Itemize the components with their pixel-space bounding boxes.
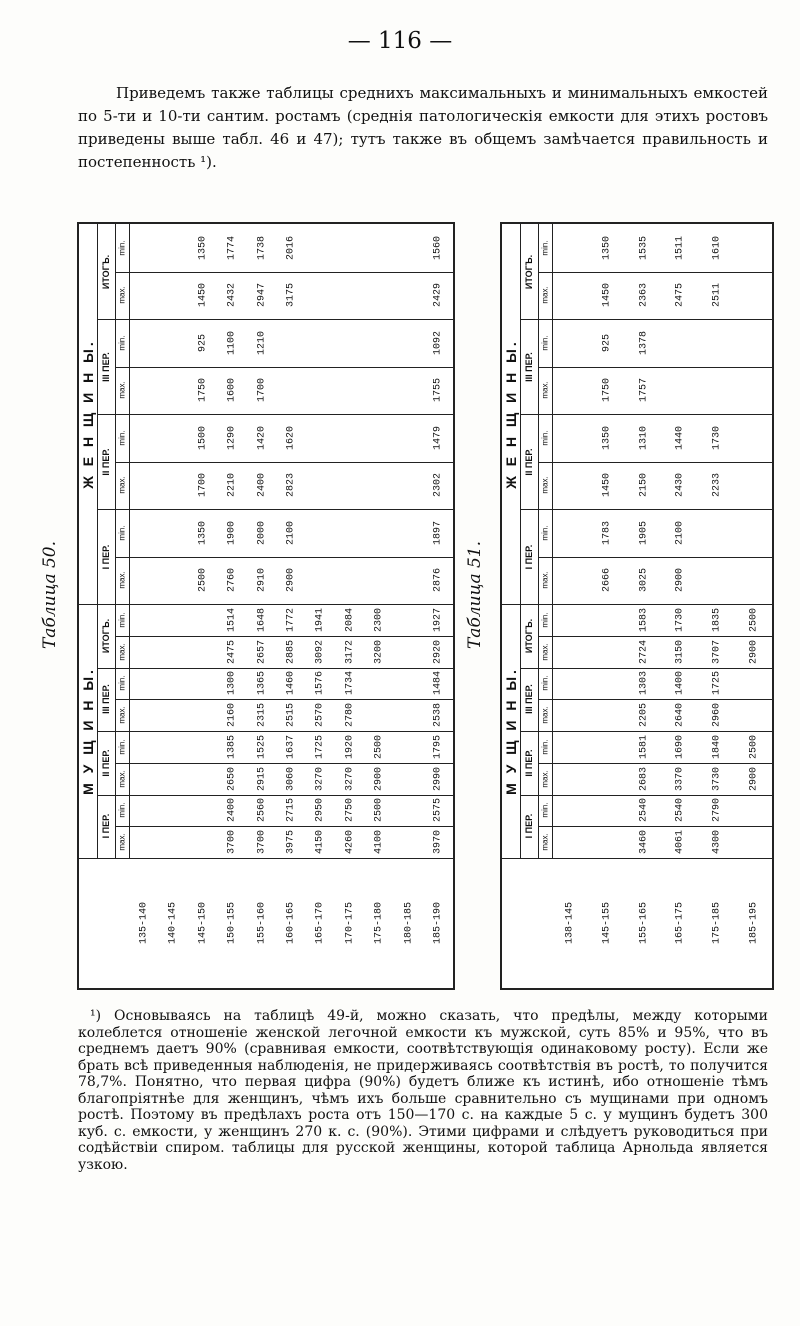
value-cell: 1750 xyxy=(197,378,209,403)
group-header-men: М У Щ И Н Ы. xyxy=(503,667,519,795)
value-cell: 1738 xyxy=(256,235,268,260)
value-cell: 1757 xyxy=(638,378,650,403)
rule xyxy=(502,858,772,859)
max-label: max. xyxy=(540,706,550,724)
value-cell: 2160 xyxy=(226,703,238,728)
value-cell: 1440 xyxy=(674,425,686,450)
value-cell: 2400 xyxy=(256,473,268,498)
value-cell: 2430 xyxy=(674,473,686,498)
value-cell: 1500 xyxy=(197,425,209,450)
value-cell: 2302 xyxy=(432,473,444,498)
value-cell: 1734 xyxy=(344,671,356,696)
intro-paragraph xyxy=(78,82,768,174)
value-cell: 2790 xyxy=(711,798,723,823)
value-cell: 2400 xyxy=(226,798,238,823)
value-cell: 1576 xyxy=(314,671,326,696)
rule xyxy=(538,699,772,700)
value-cell: 4061 xyxy=(674,830,686,855)
value-cell: 2666 xyxy=(601,568,613,593)
value-cell: 2500 xyxy=(373,734,385,759)
value-cell: 2650 xyxy=(226,766,238,791)
height-label: 185-190 xyxy=(432,901,444,945)
value-cell: 1941 xyxy=(314,607,326,632)
height-label: 140-145 xyxy=(167,901,179,945)
footnote xyxy=(78,1008,768,1173)
value-cell: 2920 xyxy=(432,639,444,664)
table-50-title: Таблица 50. xyxy=(40,540,60,650)
rule xyxy=(115,367,453,368)
value-cell: 2724 xyxy=(638,639,650,664)
table-51 xyxy=(500,222,774,990)
rule xyxy=(520,414,772,415)
rule xyxy=(97,668,453,669)
max-label: max. xyxy=(540,286,550,304)
value-cell: 1637 xyxy=(285,734,297,759)
value-cell: 1774 xyxy=(226,235,238,260)
value-cell: 2475 xyxy=(674,283,686,308)
value-cell: 3025 xyxy=(638,568,650,593)
max-label: max. xyxy=(540,833,550,851)
value-cell: 1290 xyxy=(226,425,238,450)
value-cell: 3270 xyxy=(344,766,356,791)
min-label: min. xyxy=(117,335,127,351)
value-cell: 1514 xyxy=(226,607,238,632)
value-cell: 1365 xyxy=(256,671,268,696)
value-cell: 925 xyxy=(601,333,613,352)
subgroup-label: II ПЕР. xyxy=(524,749,534,777)
value-cell: 1730 xyxy=(674,607,686,632)
value-cell: 2657 xyxy=(256,639,268,664)
value-cell: 1610 xyxy=(711,235,723,260)
max-label: max. xyxy=(117,769,127,788)
height-label: 155-160 xyxy=(256,901,268,945)
rule xyxy=(538,763,772,764)
value-cell: 1700 xyxy=(197,473,209,498)
rule xyxy=(79,858,453,859)
value-cell: 1920 xyxy=(344,734,356,759)
value-cell: 1725 xyxy=(314,734,326,759)
subgroup-label: ИТОГЪ. xyxy=(524,618,534,653)
subgroup-label: II ПЕР. xyxy=(101,749,111,777)
max-label: max. xyxy=(117,571,127,589)
min-label: min. xyxy=(540,335,550,351)
value-cell: 4100 xyxy=(373,830,385,855)
rule xyxy=(115,462,453,463)
value-cell: 2750 xyxy=(344,798,356,823)
height-label: 170-175 xyxy=(344,901,356,945)
value-cell: 1730 xyxy=(711,425,723,450)
value-cell: 925 xyxy=(197,333,209,352)
rule xyxy=(115,763,453,764)
group-header-women: Ж Е Н Щ И Н Ы. xyxy=(80,339,96,489)
value-cell: 2960 xyxy=(711,703,723,728)
rule xyxy=(520,319,772,320)
rule xyxy=(538,636,772,637)
height-label: 145-150 xyxy=(197,901,209,945)
rule xyxy=(538,826,772,827)
value-cell: 1620 xyxy=(285,425,297,450)
value-cell: 1300 xyxy=(226,671,238,696)
page-number: — 116 — xyxy=(347,28,453,54)
value-cell: 2084 xyxy=(344,607,356,632)
value-cell: 1450 xyxy=(601,473,613,498)
height-label: 135-140 xyxy=(138,901,150,945)
value-cell: 2315 xyxy=(256,703,268,728)
max-label: max. xyxy=(540,642,550,661)
intro-text: Приведемъ также таблицы среднихъ максимальныхъ и минимальныхъ емкостей по 5-ти и 10-ти сантим. ростамъ (среднія патологическія емкости для этихъ ростовъ приведены выше табл. 46 и 47); тутъ также въ общемъ замѣчается правильность и постепенность ¹). xyxy=(78,84,768,171)
value-cell: 1479 xyxy=(432,425,444,450)
min-label: min. xyxy=(540,675,550,691)
value-cell: 2150 xyxy=(638,473,650,498)
min-label: min. xyxy=(540,430,550,446)
value-cell: 2760 xyxy=(226,568,238,593)
value-cell: 2570 xyxy=(314,703,326,728)
subgroup-label: II ПЕР. xyxy=(524,447,534,476)
value-cell: 2500 xyxy=(373,798,385,823)
value-cell: 3460 xyxy=(638,830,650,855)
rule xyxy=(97,414,453,415)
rule xyxy=(520,668,772,669)
value-cell: 2429 xyxy=(432,283,444,308)
value-cell: 2823 xyxy=(285,473,297,498)
rule xyxy=(115,272,453,273)
max-label: max. xyxy=(540,381,550,399)
height-label: 138-145 xyxy=(564,901,576,945)
subgroup-label: III ПЕР. xyxy=(524,684,534,715)
value-cell: 2910 xyxy=(256,568,268,593)
value-cell: 1303 xyxy=(638,671,650,696)
group-header-women: Ж Е Н Щ И Н Ы. xyxy=(503,339,519,489)
rule xyxy=(97,731,453,732)
height-label: 155-165 xyxy=(638,901,650,945)
value-cell: 1690 xyxy=(674,734,686,759)
value-cell: 1581 xyxy=(638,734,650,759)
rule xyxy=(97,319,453,320)
rule xyxy=(502,604,772,605)
height-label: 175-180 xyxy=(373,901,385,945)
max-label: max. xyxy=(117,381,127,399)
value-cell: 1450 xyxy=(197,283,209,308)
value-cell: 2900 xyxy=(674,568,686,593)
rule xyxy=(520,509,772,510)
subgroup-label: III ПЕР. xyxy=(524,351,534,382)
value-cell: 3270 xyxy=(314,766,326,791)
height-label: 145-155 xyxy=(601,901,613,945)
value-cell: 1460 xyxy=(285,671,297,696)
value-cell: 2511 xyxy=(711,283,723,308)
min-label: min. xyxy=(117,802,127,818)
value-cell: 1350 xyxy=(197,520,209,545)
value-cell: 1795 xyxy=(432,734,444,759)
value-cell: 2540 xyxy=(674,798,686,823)
value-cell: 1350 xyxy=(601,425,613,450)
group-header-men: М У Щ И Н Ы. xyxy=(80,667,96,795)
max-label: max. xyxy=(117,476,127,494)
height-label: 165-175 xyxy=(674,901,686,945)
value-cell: 1900 xyxy=(226,520,238,545)
value-cell: 1700 xyxy=(256,378,268,403)
value-cell: 1092 xyxy=(432,330,444,355)
value-cell: 2683 xyxy=(638,766,650,791)
value-cell: 2515 xyxy=(285,703,297,728)
min-label: min. xyxy=(540,525,550,541)
table-51-title: Таблица 51. xyxy=(465,540,485,650)
value-cell: 1840 xyxy=(711,734,723,759)
value-cell: 2000 xyxy=(256,520,268,545)
value-cell: 2947 xyxy=(256,283,268,308)
value-cell: 1648 xyxy=(256,607,268,632)
table-50 xyxy=(77,222,455,990)
subgroup-label: I ПЕР. xyxy=(524,544,534,569)
value-cell: 2876 xyxy=(432,568,444,593)
value-cell: 2205 xyxy=(638,703,650,728)
value-cell: 2900 xyxy=(748,639,760,664)
value-cell: 3707 xyxy=(711,639,723,664)
subgroup-label: III ПЕР. xyxy=(101,351,111,382)
value-cell: 2990 xyxy=(432,766,444,791)
max-label: max. xyxy=(117,706,127,724)
subgroup-label: ИТОГЪ. xyxy=(101,254,111,289)
value-cell: 2432 xyxy=(226,283,238,308)
max-label: max. xyxy=(117,642,127,661)
value-cell: 1511 xyxy=(674,235,686,260)
height-label: 185-195 xyxy=(748,901,760,945)
subgroup-label: II ПЕР. xyxy=(101,447,111,476)
value-cell: 1400 xyxy=(674,671,686,696)
value-cell: 1600 xyxy=(226,378,238,403)
value-cell: 3730 xyxy=(711,766,723,791)
value-cell: 2538 xyxy=(432,703,444,728)
min-label: min. xyxy=(540,739,550,755)
value-cell: 3172 xyxy=(344,639,356,664)
rule xyxy=(97,509,453,510)
rule xyxy=(115,636,453,637)
value-cell: 1420 xyxy=(256,425,268,450)
value-cell: 2900 xyxy=(285,568,297,593)
value-cell: 1897 xyxy=(432,520,444,545)
value-cell: 3700 xyxy=(226,830,238,855)
value-cell: 1350 xyxy=(601,235,613,260)
value-cell: 3970 xyxy=(432,830,444,855)
value-cell: 3700 xyxy=(256,830,268,855)
subgroup-label: I ПЕР. xyxy=(524,813,534,839)
height-label: 150-155 xyxy=(226,901,238,945)
value-cell: 1378 xyxy=(638,330,650,355)
min-label: min. xyxy=(117,430,127,446)
value-cell: 1350 xyxy=(197,235,209,260)
value-cell: 4260 xyxy=(344,830,356,855)
min-label: min. xyxy=(117,675,127,691)
value-cell: 3092 xyxy=(314,639,326,664)
subgroup-label: ИТОГЪ. xyxy=(524,254,534,289)
rule xyxy=(79,604,453,605)
rule xyxy=(538,367,772,368)
value-cell: 2100 xyxy=(674,520,686,545)
value-cell: 1835 xyxy=(711,607,723,632)
rule xyxy=(115,826,453,827)
value-cell: 3150 xyxy=(674,639,686,664)
min-label: min. xyxy=(117,612,127,628)
max-label: max. xyxy=(117,833,127,851)
max-label: max. xyxy=(540,769,550,788)
rule xyxy=(538,272,772,273)
value-cell: 2640 xyxy=(674,703,686,728)
max-label: max. xyxy=(117,286,127,304)
value-cell: 4150 xyxy=(314,830,326,855)
value-cell: 1450 xyxy=(601,283,613,308)
rule xyxy=(538,462,772,463)
value-cell: 2885 xyxy=(285,639,297,664)
min-label: min. xyxy=(540,802,550,818)
value-cell: 1484 xyxy=(432,671,444,696)
min-label: min. xyxy=(117,240,127,256)
value-cell: 3975 xyxy=(285,830,297,855)
value-cell: 1725 xyxy=(711,671,723,696)
value-cell: 1583 xyxy=(638,607,650,632)
value-cell: 1927 xyxy=(432,607,444,632)
value-cell: 3370 xyxy=(674,766,686,791)
value-cell: 1310 xyxy=(638,425,650,450)
min-label: min. xyxy=(117,525,127,541)
rule xyxy=(115,699,453,700)
value-cell: 2900 xyxy=(373,766,385,791)
rule xyxy=(97,795,453,796)
height-label: 160-165 xyxy=(285,901,297,945)
min-label: min. xyxy=(540,612,550,628)
value-cell: 1385 xyxy=(226,734,238,759)
value-cell: 1755 xyxy=(432,378,444,403)
subgroup-label: I ПЕР. xyxy=(101,813,111,839)
value-cell: 2475 xyxy=(226,639,238,664)
rule xyxy=(115,557,453,558)
rule xyxy=(520,731,772,732)
value-cell: 2950 xyxy=(314,798,326,823)
value-cell: 2575 xyxy=(432,798,444,823)
value-cell: 1783 xyxy=(601,520,613,545)
height-label: 165-170 xyxy=(314,901,326,945)
rule xyxy=(520,795,772,796)
value-cell: 2016 xyxy=(285,235,297,260)
value-cell: 1525 xyxy=(256,734,268,759)
value-cell: 1905 xyxy=(638,520,650,545)
height-label: 180-185 xyxy=(403,901,415,945)
subgroup-label: I ПЕР. xyxy=(101,544,111,569)
value-cell: 1210 xyxy=(256,330,268,355)
height-label: 175-185 xyxy=(711,901,723,945)
value-cell: 2915 xyxy=(256,766,268,791)
min-label: min. xyxy=(117,739,127,755)
value-cell: 2300 xyxy=(373,607,385,632)
value-cell: 1750 xyxy=(601,378,613,403)
value-cell: 1772 xyxy=(285,607,297,632)
value-cell: 1560 xyxy=(432,235,444,260)
value-cell: 2715 xyxy=(285,798,297,823)
value-cell: 4300 xyxy=(711,830,723,855)
value-cell: 2210 xyxy=(226,473,238,498)
value-cell: 2233 xyxy=(711,473,723,498)
footnote-text: ¹) Основываясь на таблицѣ 49-й, можно сказать, что предѣлы, между которыми колеблется отношеніе женской легочной емкости къ мужской, суть 85% и 95%, что въ среднемъ даетъ 90% (сравнивая емкости, соотвѣтствующія одинаковому росту). Если же брать всѣ приведенныя наблюденія, не придерживаясь соотвѣтствія въ ростѣ, то получится 78,7%. Понятно, что первая цифра (90%) будетъ ближе къ истинѣ, ибо отношеніе тѣмъ благопріятнѣе для женщинъ, чѣмъ ихъ больше сравнительно съ мущинами при одномъ ростѣ. Поэтому въ предѣлахъ роста отъ 150—170 с. на каждые 5 с. у мущинъ будетъ 300 куб. с. емкости, у женщинъ 270 к. с. (90%). Этими цифрами и слѣдуетъ руководиться при содѣйствіи спиром. таблицы для русской женщины, которой таблица Арнольда является узкою. xyxy=(78,1008,768,1173)
value-cell: 3200 xyxy=(373,639,385,664)
max-label: max. xyxy=(540,571,550,589)
value-cell: 2363 xyxy=(638,283,650,308)
value-cell: 2780 xyxy=(344,703,356,728)
value-cell: 2540 xyxy=(638,798,650,823)
value-cell: 1535 xyxy=(638,235,650,260)
value-cell: 3175 xyxy=(285,283,297,308)
min-label: min. xyxy=(540,240,550,256)
value-cell: 2560 xyxy=(256,798,268,823)
value-cell: 2500 xyxy=(748,607,760,632)
value-cell: 2500 xyxy=(197,568,209,593)
value-cell: 1100 xyxy=(226,330,238,355)
rule xyxy=(538,557,772,558)
value-cell: 3060 xyxy=(285,766,297,791)
value-cell: 2900 xyxy=(748,766,760,791)
subgroup-label: III ПЕР. xyxy=(101,684,111,715)
value-cell: 2100 xyxy=(285,520,297,545)
subgroup-label: ИТОГЪ. xyxy=(101,618,111,653)
value-cell: 2500 xyxy=(748,734,760,759)
max-label: max. xyxy=(540,476,550,494)
